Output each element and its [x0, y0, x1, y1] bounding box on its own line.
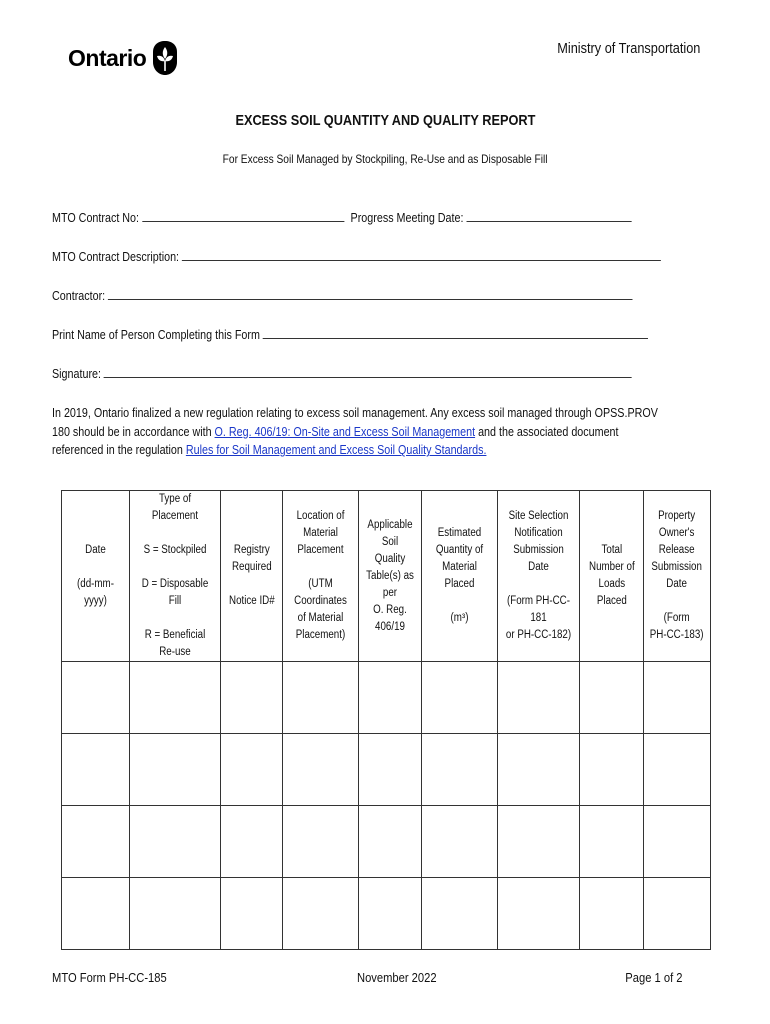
table-cell-site-selection-notification[interactable]: [498, 734, 580, 806]
table-row: [62, 806, 711, 878]
table-cell-property-owner-release[interactable]: [644, 662, 711, 734]
column-header-total-loads: Total Number of Loads Placed: [580, 491, 644, 662]
table-cell-property-owner-release[interactable]: [644, 806, 711, 878]
table-cell-registry-notice-id[interactable]: [221, 734, 283, 806]
progress-meeting-date-field[interactable]: [466, 210, 631, 222]
table-cell-registry-notice-id[interactable]: [221, 878, 283, 950]
contractor-field[interactable]: [108, 288, 633, 300]
table-cell-date[interactable]: [62, 662, 130, 734]
page-title: EXCESS SOIL QUANTITY AND QUALITY REPORT: [235, 112, 535, 129]
contractor-row: [52, 288, 633, 303]
table-cell-estimated-quantity[interactable]: [422, 662, 498, 734]
table-cell-registry-notice-id[interactable]: [221, 806, 283, 878]
table-row: [62, 734, 711, 806]
signature-row: [52, 366, 632, 381]
signature-field[interactable]: [104, 366, 632, 378]
table-cell-applicable-soil-quality[interactable]: [359, 878, 422, 950]
contractor-label: Contractor:: [52, 289, 106, 303]
paragraph-text-2: and the associated document referenced in the regulation: [52, 424, 619, 457]
regulation-paragraph: [52, 404, 671, 460]
column-header-location-of-placement: Location of Material Placement (UTM Coordinates of Material Placement): [283, 491, 359, 662]
table-cell-total-loads[interactable]: [580, 806, 644, 878]
print-name-row: [52, 327, 648, 342]
table-cell-location-of-placement[interactable]: [283, 806, 359, 878]
column-header-site-selection-notification: Site Selection Notification Submission Date (Form PH-CC-181 or PH-CC-182): [498, 491, 580, 662]
table-cell-site-selection-notification[interactable]: [498, 878, 580, 950]
table-cell-location-of-placement[interactable]: [283, 878, 359, 950]
table-header-row: [62, 491, 711, 662]
ontario-logo: [68, 40, 178, 76]
print-name-field[interactable]: [263, 327, 648, 339]
column-header-registry-notice-id: Registry Required Notice ID#: [221, 491, 283, 662]
signature-label: Signature:: [52, 367, 102, 381]
table-cell-type-of-placement[interactable]: [130, 662, 221, 734]
form-date: November 2022: [357, 970, 437, 985]
form-id: MTO Form PH-CC-185: [52, 970, 167, 985]
trillium-icon: [152, 40, 178, 76]
table-cell-type-of-placement[interactable]: [130, 878, 221, 950]
table-cell-date[interactable]: [62, 878, 130, 950]
page-number: Page 1 of 2: [624, 970, 682, 985]
logo-text: Ontario: [68, 44, 147, 71]
table-cell-property-owner-release[interactable]: [644, 878, 711, 950]
table-cell-estimated-quantity[interactable]: [422, 878, 498, 950]
table-cell-type-of-placement[interactable]: [130, 734, 221, 806]
table-cell-date[interactable]: [62, 806, 130, 878]
table-cell-location-of-placement[interactable]: [283, 662, 359, 734]
table-cell-total-loads[interactable]: [580, 734, 644, 806]
progress-meeting-label: Progress Meeting Date:: [350, 211, 464, 225]
table-cell-total-loads[interactable]: [580, 662, 644, 734]
contract-number-label: MTO Contract No:: [52, 211, 140, 225]
page-subtitle: For Excess Soil Managed by Stockpiling, Re-Use and as Disposable Fill: [222, 152, 548, 166]
column-header-applicable-soil-quality: Applicable Soil Quality Table(s) as per O. Reg. 406/19: [359, 491, 422, 662]
contract-description-field[interactable]: [182, 249, 661, 261]
column-header-type-of-placement: Type of Placement S = Stockpiled D = Disposable Fill R = Beneficial Re-use: [130, 491, 221, 662]
print-name-label: Print Name of Person Completing this Form: [52, 328, 260, 342]
table-cell-site-selection-notification[interactable]: [498, 662, 580, 734]
contract-description-row: [52, 249, 661, 264]
column-header-estimated-quantity: Estimated Quantity of Material Placed (m³): [422, 491, 498, 662]
table-cell-registry-notice-id[interactable]: [221, 662, 283, 734]
table-row: [62, 878, 711, 950]
column-header-property-owner-release: Property Owner's Release Submission Date (Form PH-CC-183): [644, 491, 711, 662]
table-cell-applicable-soil-quality[interactable]: [359, 806, 422, 878]
table-cell-location-of-placement[interactable]: [283, 734, 359, 806]
ministry-name: Ministry of Transportation: [556, 40, 700, 57]
table-cell-property-owner-release[interactable]: [644, 734, 711, 806]
oreg-406-19-link[interactable]: O. Reg. 406/19: On-Site and Excess Soil Management: [214, 424, 476, 439]
soil-rules-link[interactable]: Rules for Soil Management and Excess Soil Quality Standards.: [185, 443, 487, 457]
table-row: [62, 662, 711, 734]
table-cell-type-of-placement[interactable]: [130, 806, 221, 878]
table-cell-applicable-soil-quality[interactable]: [359, 662, 422, 734]
table-cell-total-loads[interactable]: [580, 878, 644, 950]
table-cell-date[interactable]: [62, 734, 130, 806]
table-cell-estimated-quantity[interactable]: [422, 806, 498, 878]
table-cell-site-selection-notification[interactable]: [498, 806, 580, 878]
contract-description-label: MTO Contract Description:: [52, 250, 180, 264]
contract-number-row: [52, 210, 632, 225]
table-body: [62, 662, 711, 950]
contract-number-field[interactable]: [142, 210, 344, 222]
column-header-date: Date (dd-mm-yyyy): [62, 491, 130, 662]
paragraph-text-1: In 2019, Ontario finalized a new regulation relating to excess soil management. Any excess soil managed through OPSS.PROV 180 should be in accordance with: [52, 406, 658, 439]
table-cell-estimated-quantity[interactable]: [422, 734, 498, 806]
table-cell-applicable-soil-quality[interactable]: [359, 734, 422, 806]
soil-report-table: [61, 490, 711, 950]
